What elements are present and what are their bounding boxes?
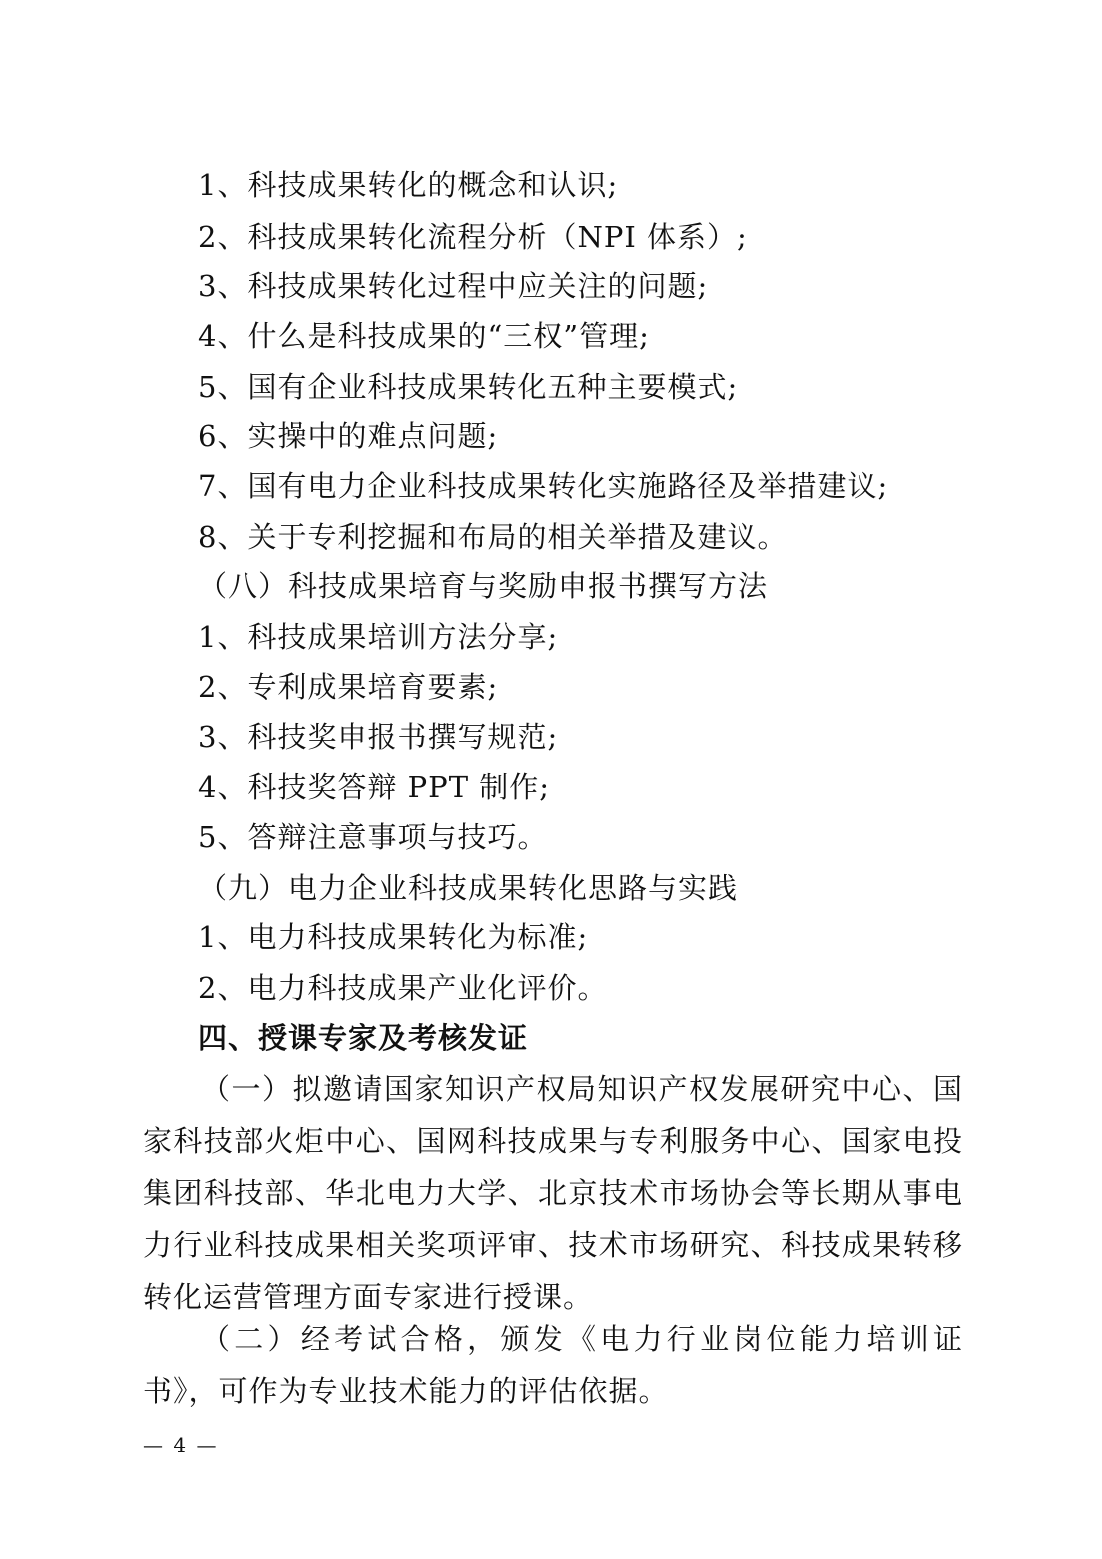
list-item: 2、科技成果转化流程分析（NPI 体系）;: [198, 220, 748, 254]
section-eight-title: （八）科技成果培育与奖励申报书撰写方法: [198, 569, 769, 603]
list-item: 4、什么是科技成果的“三权”管理;: [198, 319, 650, 353]
list-item: 2、电力科技成果产业化评价。: [198, 971, 608, 1005]
list-item: 3、科技成果转化过程中应关注的问题;: [198, 269, 709, 303]
list-item: 6、实操中的难点问题;: [198, 419, 499, 453]
paragraph: （一）拟邀请国家知识产权局知识产权发展研究中心、国家科技部火炬中心、国网科技成果与专利服务中心、国家电投集团科技部、华北电力大学、北京技术市场协会等长期从事电力行业科技成果相关奖项评审、技术市场研究、科技成果转移转化运营管理方面专家进行授课。: [143, 1072, 963, 1314]
section-heading: 四、授课专家及考核发证: [198, 1021, 529, 1055]
section-nine-title: （九）电力企业科技成果转化思路与实践: [198, 871, 739, 905]
paragraph: （二）经考试合格，颁发《电力行业岗位能力培训证书》，可作为专业技术能力的评估依据。: [143, 1322, 963, 1408]
page-number: — 4 —: [143, 1433, 219, 1457]
list-item: 4、科技奖答辩 PPT 制作;: [198, 770, 551, 804]
list-item: 8、关于专利挖掘和布局的相关举措及建议。: [198, 520, 788, 554]
list-item: 1、电力科技成果转化为标准;: [198, 920, 589, 954]
list-item: 3、科技奖申报书撰写规范;: [198, 720, 559, 754]
list-item: 2、专利成果培育要素;: [198, 670, 499, 704]
list-item: 5、答辩注意事项与技巧。: [198, 820, 548, 854]
list-item: 1、科技成果转化的概念和认识;: [198, 168, 619, 202]
list-item: 7、国有电力企业科技成果转化实施路径及举措建议;: [198, 469, 889, 503]
list-item: 5、国有企业科技成果转化五种主要模式;: [198, 370, 739, 404]
list-item: 1、科技成果培训方法分享;: [198, 620, 559, 654]
